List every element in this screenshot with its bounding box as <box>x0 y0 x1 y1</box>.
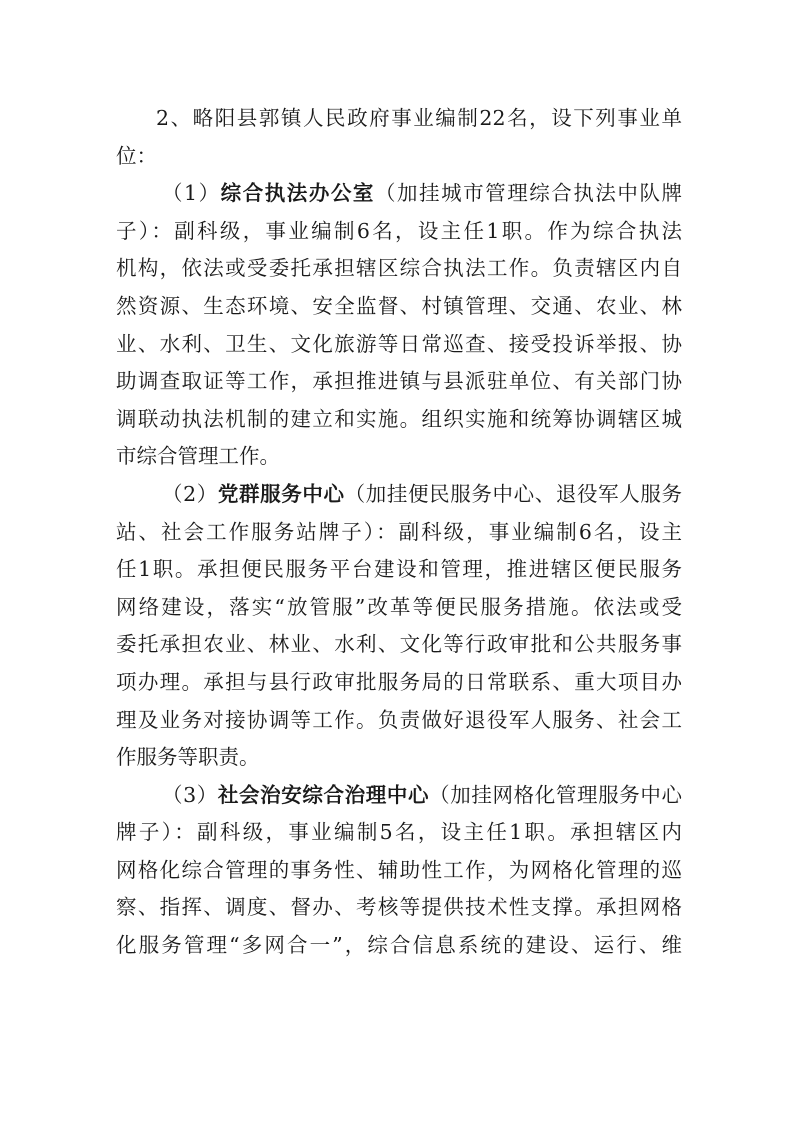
unit1-heading-line <box>116 175 682 213</box>
paragraph-line: 然资源、生态环境、安全监督、村镇管理、交通、农业、林 <box>116 293 682 318</box>
paragraph-line: 子）：副科级，事业编制6名，设主任1职。作为综合执法 <box>116 218 682 243</box>
paragraph-line: 站、社会工作服务站牌子）：副科级，事业编制6名，设主 <box>116 519 682 544</box>
paragraph-line: 察、指挥、调度、督办、考核等提供技术性支撑。承担网格 <box>116 895 682 920</box>
paragraph-line: 任1职。承担便民服务平台建设和管理，推进辖区便民服务 <box>116 557 682 582</box>
paragraph-line: 市综合管理工作。 <box>116 444 280 469</box>
paragraph-line: 项办理。承担与县行政审批服务局的日常联系、重大项目办 <box>116 669 682 694</box>
unit2-heading-line <box>116 476 682 514</box>
paragraph-line: 调联动执法机制的建立和实施。组织实施和统筹协调辖区城 <box>116 406 682 431</box>
paragraph-line: 网络建设，落实“放管服”改革等便民服务措施。依法或受 <box>116 594 682 619</box>
paragraph-line: 理及业务对接协调等工作。负责做好退役军人服务、社会工 <box>116 707 682 732</box>
paragraph-line: 化服务管理“多网合一”，综合信息系统的建设、运行、维 <box>116 933 682 958</box>
unit1-name: 综合执法办公室 <box>220 181 375 206</box>
paragraph-line: 机构，依法或受委托承担辖区综合执法工作。负责辖区内自 <box>116 256 682 281</box>
paragraph-line: 业、水利、卫生、文化旅游等日常巡查、接受投诉举报、协 <box>116 331 682 356</box>
unit2-first-rest: （加挂便民服务中心、退役军人服务 <box>344 481 683 506</box>
paragraph-line: 助调查取证等工作，承担推进镇与县派驻单位、有关部门协 <box>116 369 682 394</box>
paragraph-line: 牌子）：副科级，事业编制5名，设主任1职。承担辖区内 <box>116 820 682 845</box>
paragraph-line: 位： <box>116 143 157 168</box>
unit2-name: 党群服务中心 <box>217 481 345 506</box>
unit3-name: 社会治安综合治理中心 <box>217 782 430 807</box>
unit3-heading-line <box>116 777 682 815</box>
unit3-first-rest: （加挂网格化管理服务中心 <box>429 782 683 807</box>
unit1-first-rest: （加挂城市管理综合执法中队牌 <box>374 181 683 206</box>
unit2-number: （2） <box>162 481 218 506</box>
paragraph-line: 2、略阳县郭镇人民政府事业编制22名，设下列事业单 <box>156 106 682 130</box>
unit3-number: （3） <box>162 782 218 807</box>
unit1-number: （1） <box>162 181 221 206</box>
paragraph-line: 作服务等职责。 <box>116 745 260 770</box>
paragraph-line: 网格化综合管理的事务性、辅助性工作，为网格化管理的巡 <box>116 857 682 882</box>
paragraph-line: 委托承担农业、林业、水利、文化等行政审批和公共服务事 <box>116 632 682 657</box>
document-body <box>116 100 682 965</box>
